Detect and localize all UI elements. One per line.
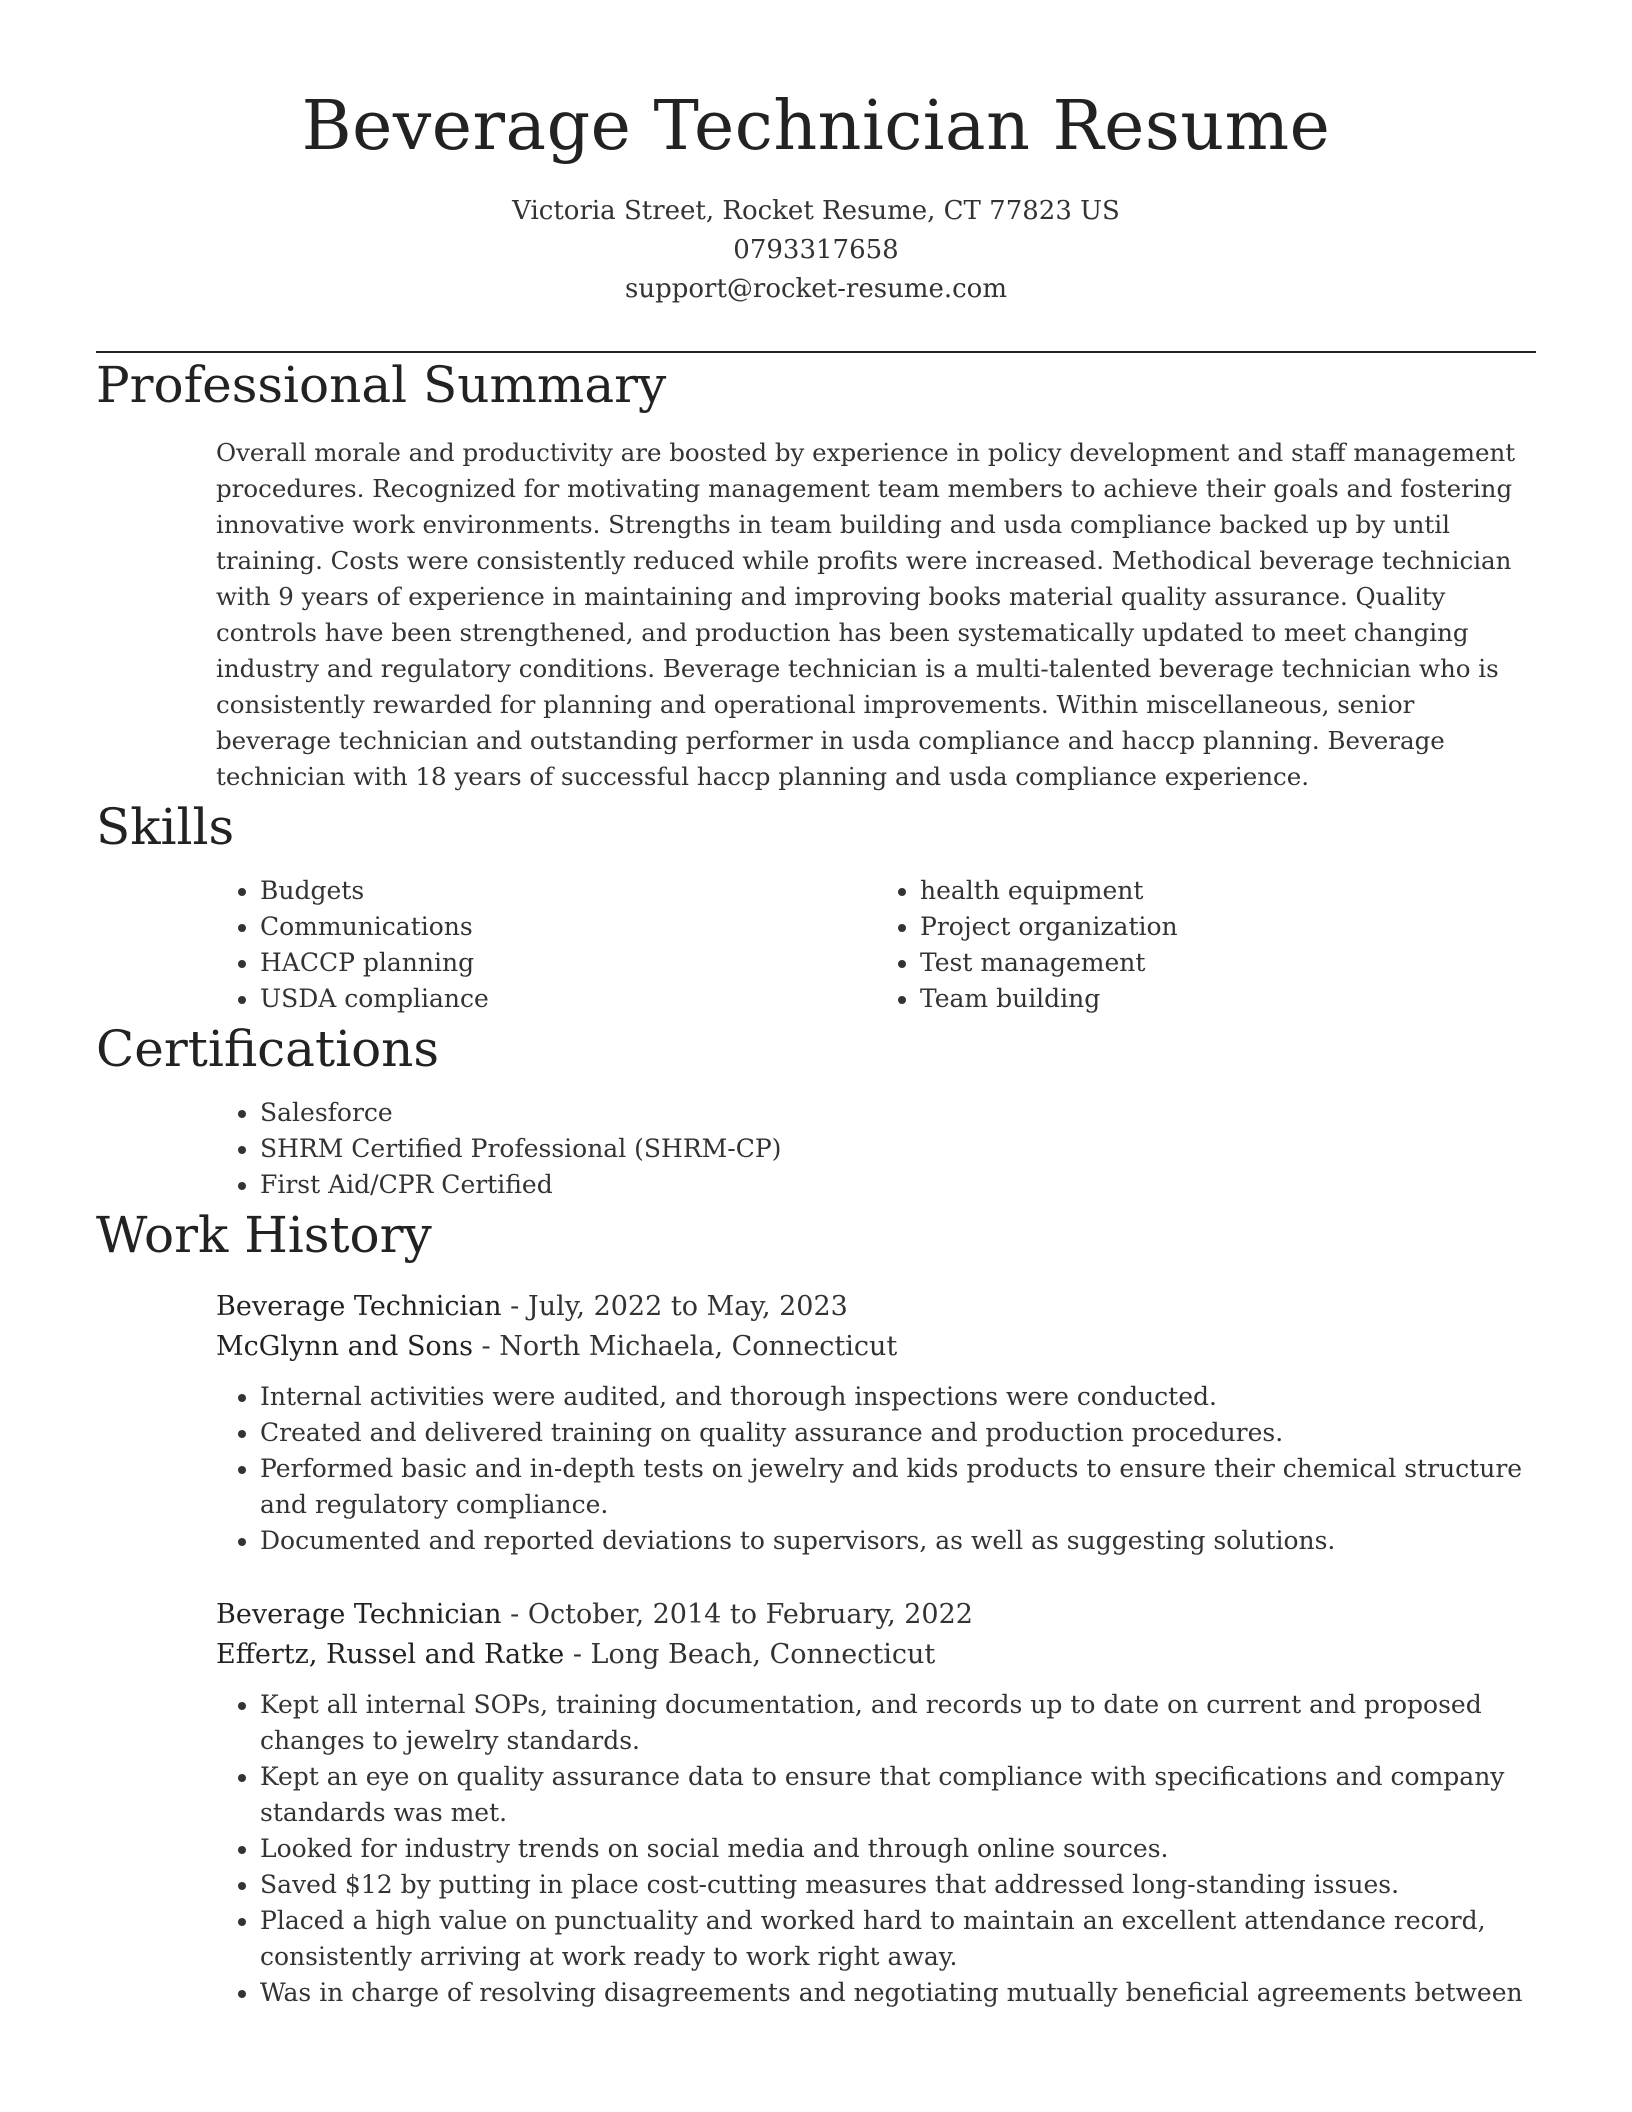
job-location: Long Beach, Connecticut — [590, 1639, 936, 1670]
job-title-line — [216, 1287, 1536, 1327]
job-location: North Michaela, Connecticut — [499, 1331, 898, 1362]
job-bullet: • Created and delivered training on quality assurance and production procedures. — [260, 1415, 1536, 1451]
skills-columns — [216, 873, 1536, 1017]
contact-email: support@rocket-resume.com — [624, 274, 1007, 304]
skills-heading: Skills — [96, 798, 235, 856]
contact-phone: 0793317658 — [733, 235, 899, 265]
job-title: Beverage Technician — [216, 1291, 502, 1322]
job-bullet: • Saved $12 by putting in place cost-cutting measures that addressed long-standing issues. — [260, 1867, 1536, 1903]
job-bullet: • Documented and reported deviations to supervisors, as well as suggesting solutions. — [260, 1523, 1536, 1559]
skills-section — [96, 795, 1536, 1017]
work-history-section — [96, 1203, 1536, 2011]
skills-column-2 — [876, 873, 1536, 1017]
skill-item: • Team building — [920, 981, 1536, 1017]
job-bullet: • Was in charge of resolving disagreements and negotiating mutually beneficial agreements between — [260, 1975, 1536, 2011]
job-separator: - — [510, 1291, 528, 1322]
job-bullet: • Internal activities were audited, and thorough inspections were conducted. — [260, 1379, 1536, 1415]
skills-column-1 — [216, 873, 876, 1017]
resume-title: Beverage Technician Resume — [301, 87, 1331, 166]
job-separator: - — [510, 1599, 528, 1630]
certifications-section — [96, 1017, 1536, 1203]
skill-item: • health equipment — [920, 873, 1536, 909]
job-bullet: • Performed basic and in-depth tests on jewelry and kids products to ensure their chemical structure and regulatory compliance. — [260, 1451, 1536, 1523]
job-bullet: • Placed a high value on punctuality and worked hard to maintain an excellent attendance record, consistently arriving at work ready to work right away. — [260, 1903, 1536, 1975]
certification-item: • First Aid/CPR Certified — [260, 1167, 1536, 1203]
job-bullet: • Kept an eye on quality assurance data to ensure that compliance with specifications and company standards was met. — [260, 1759, 1536, 1831]
skill-item: • USDA compliance — [260, 981, 876, 1017]
job-separator: - — [572, 1639, 591, 1670]
job-company-line — [216, 1635, 1536, 1675]
job-bullets — [216, 1687, 1536, 2011]
job-dates: October, 2014 to February, 2022 — [527, 1599, 973, 1630]
skill-item: • Project organization — [920, 909, 1536, 945]
summary-text: Overall morale and productivity are boosted by experience in policy development and staff management procedures. Recognized for motivating management team members to achieve their goals and fostering innovative work environments. Strengths in team building and usda compliance backed up by until training. Costs were consistently reduced while profits were increased. Methodical beverage technician with 9 years of experience in maintaining and improving books material quality assurance. Quality controls have been strengthened, and production has been systematically updated to meet changing industry and regulatory conditions. Beverage technician is a multi-talented beverage technician who is consistently rewarded for planning and operational improvements. Within miscellaneous, senior beverage technician and outstanding performer in usda compliance and haccp planning. Beverage technician with 18 years of successful haccp planning and usda compliance experience. — [216, 438, 1516, 791]
certifications-heading: Certifications — [96, 1020, 440, 1078]
job-entry — [216, 1595, 1536, 2011]
job-company: McGlynn and Sons — [216, 1331, 473, 1362]
job-title-line — [216, 1595, 1536, 1635]
certification-item: • SHRM Certified Professional (SHRM-CP) — [260, 1131, 1536, 1167]
skill-item: • Test management — [920, 945, 1536, 981]
job-company: Effertz, Russel and Ratke — [216, 1639, 565, 1670]
job-title: Beverage Technician — [216, 1599, 502, 1630]
work-history-heading: Work History — [96, 1206, 432, 1264]
skill-item: • HACCP planning — [260, 945, 876, 981]
job-dates: July, 2022 to May, 2023 — [527, 1291, 848, 1322]
job-bullet: • Kept all internal SOPs, training documentation, and records up to date on current and proposed changes to jewelry standards. — [260, 1687, 1536, 1759]
job-bullets — [216, 1379, 1536, 1559]
job-company-line — [216, 1327, 1536, 1367]
resume-header — [0, 0, 1632, 309]
job-separator: - — [481, 1331, 500, 1362]
job-entry — [216, 1287, 1536, 1559]
skill-item: • Communications — [260, 909, 876, 945]
contact-address: Victoria Street, Rocket Resume, CT 77823 US — [512, 196, 1120, 226]
skill-item: • Budgets — [260, 873, 876, 909]
summary-section — [96, 353, 1536, 795]
contact-block — [0, 192, 1632, 309]
summary-heading: Professional Summary — [96, 356, 667, 414]
job-bullet: • Looked for industry trends on social media and through online sources. — [260, 1831, 1536, 1867]
certification-item: • Salesforce — [260, 1095, 1536, 1131]
certifications-list — [216, 1095, 1536, 1203]
